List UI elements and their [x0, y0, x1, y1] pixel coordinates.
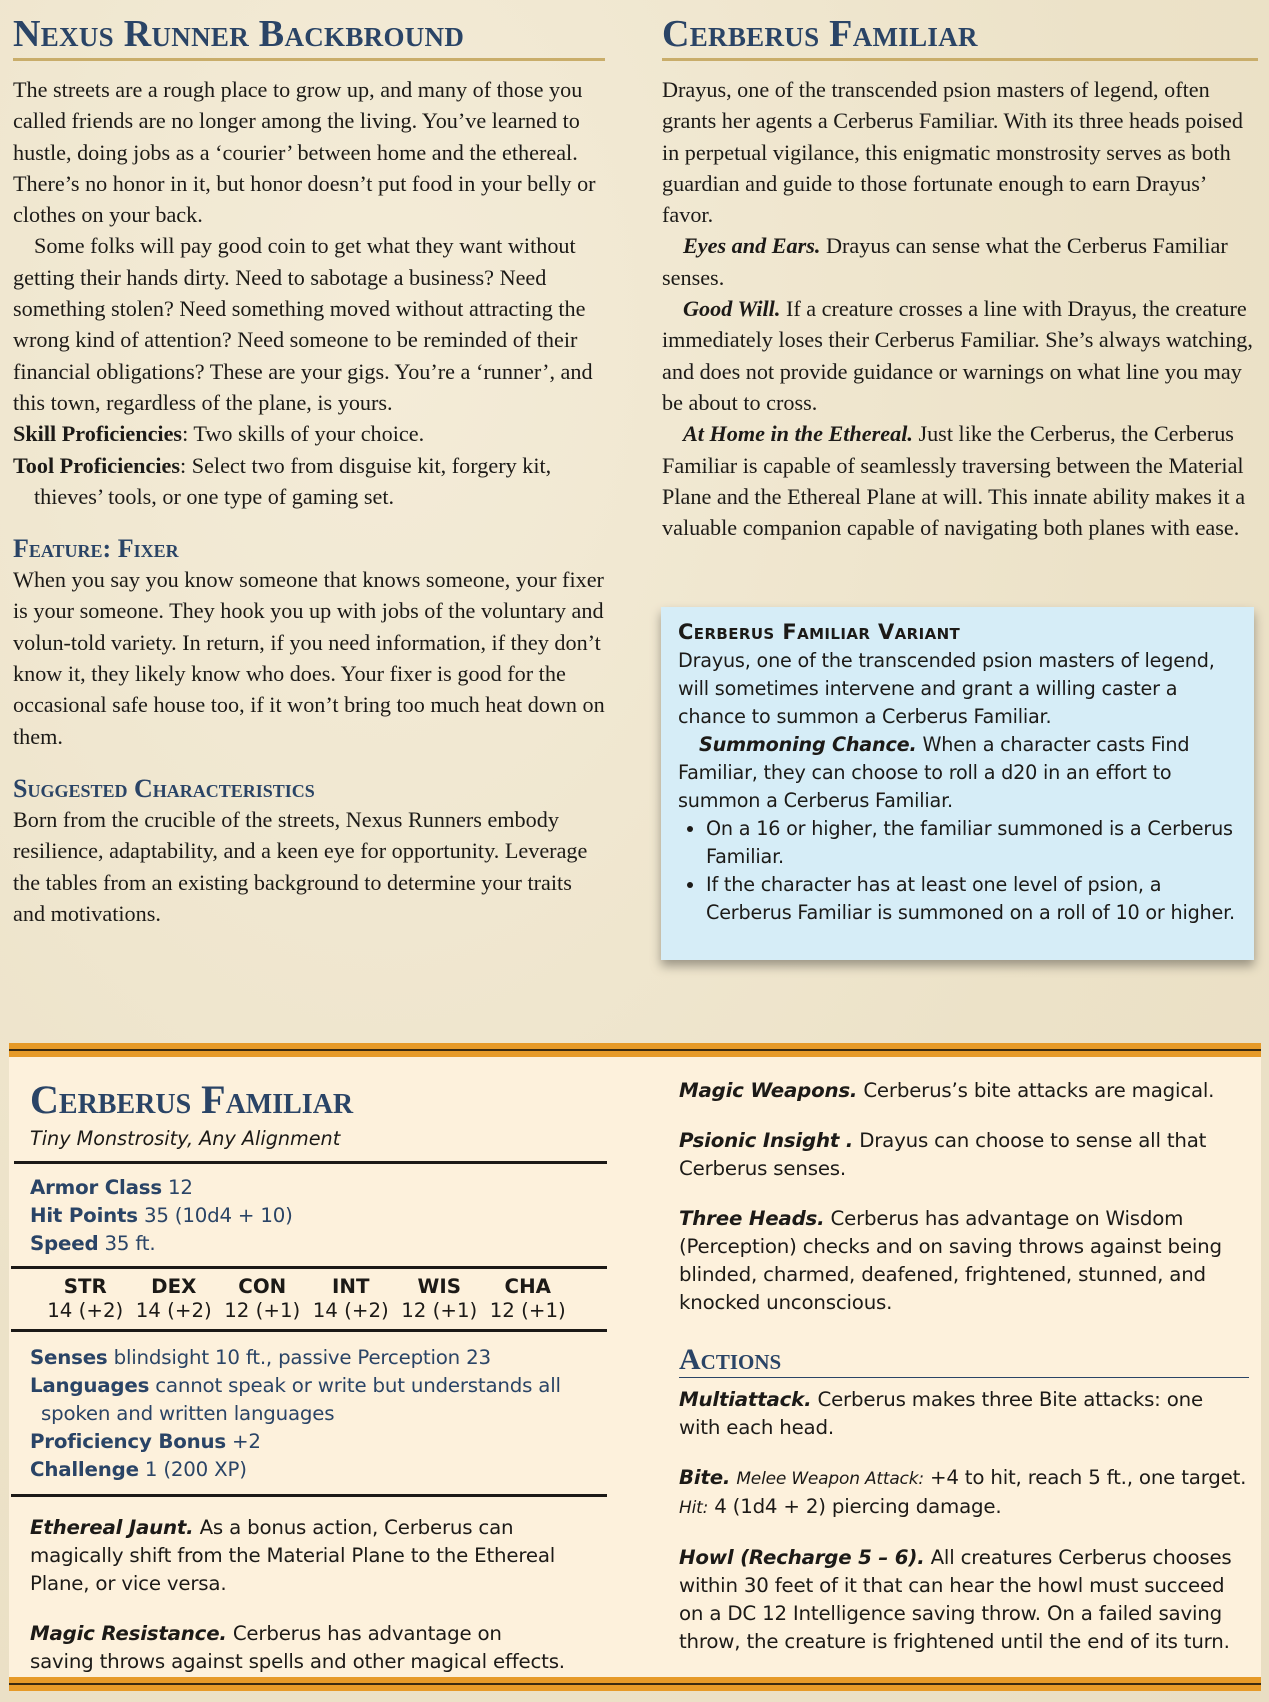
action-name: Multiattack.: [679, 1388, 812, 1411]
trait-name: Magic Weapons.: [679, 1079, 858, 1102]
trait-magic-resistance: [30, 1620, 570, 1676]
ability-con: [218, 1275, 307, 1323]
ability-value: 14 (+2): [135, 1299, 212, 1322]
ability-name: DEX: [151, 1275, 197, 1298]
proficiency-bonus: [30, 1428, 607, 1456]
ethereal-label: At Home in the Ethereal.: [683, 421, 913, 447]
senses: [30, 1344, 607, 1372]
variant-bullet: • On a 16 or higher, the familiar summoned is a Cerberus Familiar.: [706, 815, 1237, 871]
background-title: Nexus Runner Backbround: [13, 12, 605, 61]
stat-name: Cerberus Familiar: [30, 1077, 354, 1122]
action-name: Bite.: [679, 1466, 731, 1489]
familiar-feature-eyes: [662, 230, 1258, 293]
speed-label: Speed: [30, 1232, 99, 1255]
trait-name: Ethereal Jaunt.: [30, 1516, 194, 1539]
eyes-text: Drayus can sense what the Cerberus Familiar senses.: [662, 233, 1228, 290]
ability-int: [307, 1275, 396, 1323]
proficiency-value: +2: [225, 1430, 261, 1453]
action-bite: [679, 1464, 1249, 1522]
variant-sidebar: [661, 607, 1254, 960]
hit-points-label: Hit Points: [30, 1204, 138, 1227]
proficiency-label: Proficiency Bonus: [30, 1430, 226, 1453]
challenge-label: Challenge: [30, 1458, 139, 1481]
trait-ethereal-jaunt: [30, 1514, 570, 1598]
action-text: Cerberus makes three Bite attacks: one with each head.: [679, 1388, 1203, 1439]
ability-scores: [41, 1275, 607, 1323]
armor-class: [30, 1174, 607, 1202]
ability-cha: [484, 1275, 573, 1323]
armor-class-value: 12: [161, 1176, 193, 1199]
tool-proficiencies-label: Tool Proficiencies: [13, 452, 181, 478]
variant-chance: [678, 731, 1237, 815]
action-howl: [679, 1544, 1234, 1656]
background-intro-2: Some folks will pay good coin to get what they want without getting their hands dirty. Need to sabotage a business? Need something stolen? Need something moved without attracting the wrong kind of attention? Need someone to be reminded of their financial obligations? These are your gigs. You’re a ‘runner’, and this town, regardless of the plane, is yours.: [13, 233, 593, 415]
skill-proficiencies: [13, 418, 605, 449]
senses-value: blindsight 10 ft., passive Perception 23: [107, 1346, 491, 1369]
familiar-feature-goodwill: [662, 293, 1258, 418]
action-multiattack: [679, 1386, 1239, 1442]
trait-text: As a bonus action, Cerberus can magically shift from the Material Plane to the Ethereal Plane, or vice versa.: [30, 1516, 556, 1595]
stat-type: Tiny Monstrosity, Any Alignment: [30, 1127, 341, 1150]
divider: [11, 1266, 607, 1269]
skill-proficiencies-text: : Two skills of your choice.: [182, 421, 425, 447]
action-name: Howl (Recharge 5 – 6).: [679, 1546, 925, 1569]
trait-name: Psionic Insight .: [679, 1129, 854, 1152]
speed-value: 35 ft.: [98, 1232, 156, 1255]
left-column: [13, 12, 605, 929]
actions-title: Actions: [679, 1343, 1249, 1378]
ability-wis: [395, 1275, 484, 1323]
stat-block-left: [9, 1057, 607, 1676]
skill-proficiencies-label: Skill Proficiencies: [13, 421, 183, 447]
trait-three-heads: [679, 1205, 1224, 1317]
trait-text: Cerberus has advantage on saving throws against spells and other magical effects.: [30, 1622, 565, 1673]
hit-text: 4 (1d4 + 2) piercing damage.: [708, 1495, 1002, 1518]
chance-label: Summoning Chance.: [699, 733, 917, 756]
ability-value: 12 (+1): [489, 1299, 566, 1322]
variant-bullet: • If the character has at least one level of psion, a Cerberus Familiar is summoned on a roll of 10 or higher.: [706, 871, 1237, 927]
characteristics-text: Born from the crucible of the streets, Nexus Runners embody resilience, adaptability, and a keen eye for opportunity. Leverage the tables from an existing background to determine your traits and motivations.: [13, 806, 588, 926]
ability-value: 14 (+2): [312, 1299, 389, 1322]
characteristics-title: Suggested Characteristics: [13, 773, 315, 803]
goodwill-label: Good Will.: [683, 296, 781, 322]
challenge: [30, 1456, 607, 1484]
trait-name: Magic Resistance.: [30, 1622, 227, 1645]
familiar-intro: Drayus, one of the transcended psion masters of legend, often grants her agents a Cerberus Familiar. With its three heads poised in perpetual vigilance, this enigmatic monstrosity serves as both guardian and guide to those fortunate enough to earn Drayus’ favor.: [662, 77, 1243, 228]
familiar-title: Cerberus Familiar: [662, 12, 1258, 61]
hit-label: Hit:: [679, 1498, 709, 1518]
ethereal-text: Just like the Cerberus, the Cerberus Familiar is capable of seamlessly traversing between the Material Plane and the Ethereal Plane at will. This innate ability makes it a valuable companion capable of navigating both planes with ease.: [662, 421, 1246, 541]
senses-label: Senses: [30, 1346, 108, 1369]
feature-text: When you say you know someone that knows someone, your fixer is your someone. They hook you up with jobs of the voluntary and volun-told variety. In return, if you need information, if they don’t know it, they likely know who does. Your fixer is good for the occasional safe house too, if it won’t bring too much heat down on them.: [13, 567, 605, 749]
trait-text: Cerberus has advantage on Wisdom (Perception) checks and on saving throws against being blinded, charmed, deafened, frightened, stunned, and knocked unconscious.: [679, 1207, 1222, 1314]
trait-text: Drayus can choose to sense all that Cerberus senses.: [679, 1129, 1207, 1180]
ability-name: INT: [332, 1275, 370, 1298]
languages: [30, 1372, 581, 1428]
ability-name: CHA: [504, 1275, 551, 1298]
goodwill-text: If a creature crosses a line with Drayus, the creature immediately loses their Cerberus Familiar. She’s always watching, and does not provide guidance or warnings on what line you may be about to cross.: [662, 296, 1253, 415]
trait-psionic-insight: [679, 1127, 1219, 1183]
ability-name: STR: [63, 1275, 107, 1298]
ability-name: CON: [238, 1275, 287, 1298]
trait-name: Three Heads.: [679, 1207, 825, 1230]
stat-block-right: [679, 1057, 1249, 1656]
ability-name: WIS: [417, 1275, 461, 1298]
armor-class-label: Armor Class: [30, 1176, 162, 1199]
familiar-feature-ethereal: [662, 418, 1258, 543]
hit-points: [30, 1202, 607, 1230]
languages-value: cannot speak or write but understands all spoken and written languages: [41, 1374, 561, 1425]
action-text: All creatures Cerberus chooses within 30 feet of it that can hear the howl must succeed on a DC 12 Intelligence saving throw. On a failed saving throw, the creature is frightened until the end of its turn.: [679, 1546, 1232, 1653]
right-column: [662, 12, 1258, 543]
ability-str: [41, 1275, 130, 1323]
ability-value: 12 (+1): [224, 1299, 301, 1322]
languages-label: Languages: [30, 1374, 150, 1397]
variant-bullets: [678, 815, 1237, 927]
attack-type: Melee Weapon Attack:: [736, 1469, 924, 1489]
challenge-value: 1 (200 XP): [138, 1458, 247, 1481]
ability-value: 14 (+2): [47, 1299, 124, 1322]
trait-text: Cerberus’s bite attacks are magical.: [857, 1079, 1215, 1102]
variant-intro: Drayus, one of the transcended psion masters of legend, will sometimes intervene and grant a willing caster a chance to summon a Cerberus Familiar.: [678, 649, 1215, 728]
feature-title: Feature: Fixer: [13, 534, 179, 564]
tool-proficiencies: [13, 450, 605, 513]
eyes-label: Eyes and Ears.: [683, 233, 821, 259]
ability-value: 12 (+1): [401, 1299, 478, 1322]
action-text: +4 to hit, reach 5 ft., one target.: [923, 1466, 1247, 1489]
variant-title: Cerberus Familiar Variant: [678, 620, 961, 644]
trait-magic-weapons: [679, 1077, 1249, 1105]
background-intro-1: The streets are a rough place to grow up, and many of those you called friends are no longer among the living. You’ve learned to hustle, doing jobs as a ‘courier’ between home and the ethereal. There’s no honor in it, but honor doesn’t put food in your belly or clothes on your back.: [13, 77, 596, 228]
stat-block: [9, 1043, 1261, 1691]
tool-proficiencies-text: : Select two from disguise kit, forgery kit, thieves’ tools, or one type of gaming set.: [34, 452, 552, 509]
ability-dex: [130, 1275, 219, 1323]
chance-text: When a character casts Find Familiar, they can choose to roll a d20 in an effort to summon a Cerberus Familiar.: [678, 733, 1190, 812]
hit-points-value: 35 (10d4 + 10): [137, 1204, 293, 1227]
speed: [30, 1230, 607, 1258]
